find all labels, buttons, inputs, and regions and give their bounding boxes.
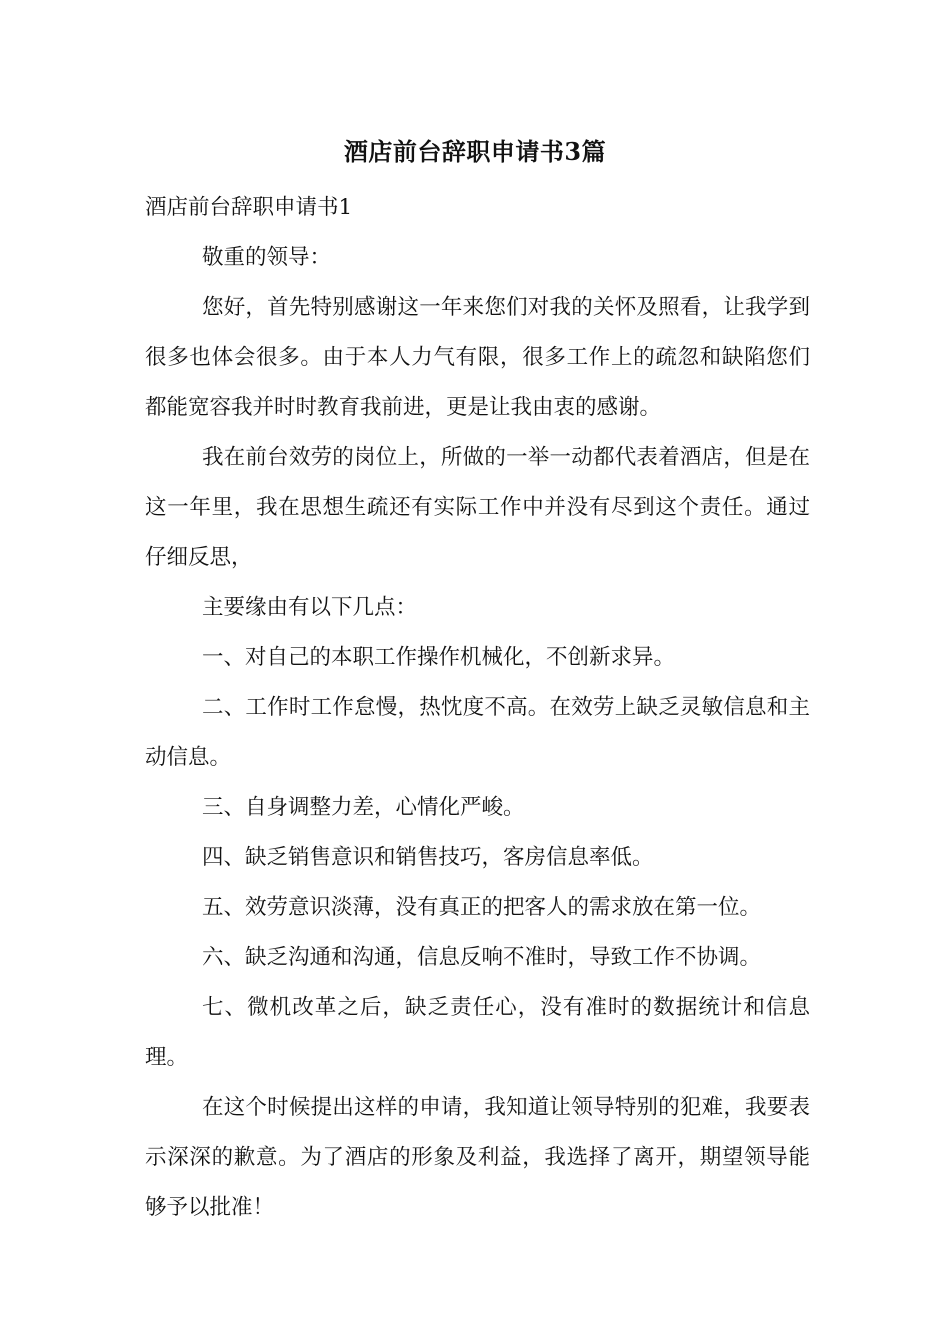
- list-item: 三、自身调整力差，心情化严峻。: [201, 795, 525, 820]
- body-paragraph: 在这个时候提出这样的申请，我知道让领导特别的犯难，我要表示深深的歉意。为了酒店的形象及利益，我选择了离开，期望领导能够予以批准！: [145, 1095, 810, 1220]
- salutation: 敬重的领导：: [201, 245, 331, 270]
- list-item: 六、缺乏沟通和沟通，信息反响不准时，导致工作不协调。: [201, 945, 761, 970]
- body-paragraph: 您好，首先特别感谢这一年来您们对我的关怀及照看，让我学到很多也体会很多。由于本人力气有限，很多工作上的疏忽和缺陷您们都能宽容我并时时教育我前进，更是让我由衷的感谢。: [145, 295, 810, 420]
- list-item: 七、微机改革之后，缺乏责任心，没有准时的数据统计和信息理。: [145, 995, 810, 1070]
- list-item: 四、缺乏销售意识和销售技巧，客房信息率低。: [201, 845, 654, 870]
- list-item: 五、效劳意识淡薄，没有真正的把客人的需求放在第一位。: [201, 895, 761, 920]
- body-paragraph: 主要缘由有以下几点：: [201, 595, 417, 620]
- list-item: 一、对自己的本职工作操作机械化，不创新求异。: [201, 645, 675, 670]
- list-item: 二、工作时工作怠慢，热忱度不高。在效劳上缺乏灵敏信息和主动信息。: [145, 695, 810, 770]
- section-heading: 酒店前台辞职申请书1: [145, 195, 353, 220]
- document-title: 酒店前台辞职申请书3篇: [343, 137, 607, 166]
- document-body: [145, 183, 810, 1233]
- body-paragraph: 我在前台效劳的岗位上，所做的一举一动都代表着酒店，但是在这一年里，我在思想生疏还有实际工作中并没有尽到这个责任。通过仔细反思，: [145, 445, 810, 570]
